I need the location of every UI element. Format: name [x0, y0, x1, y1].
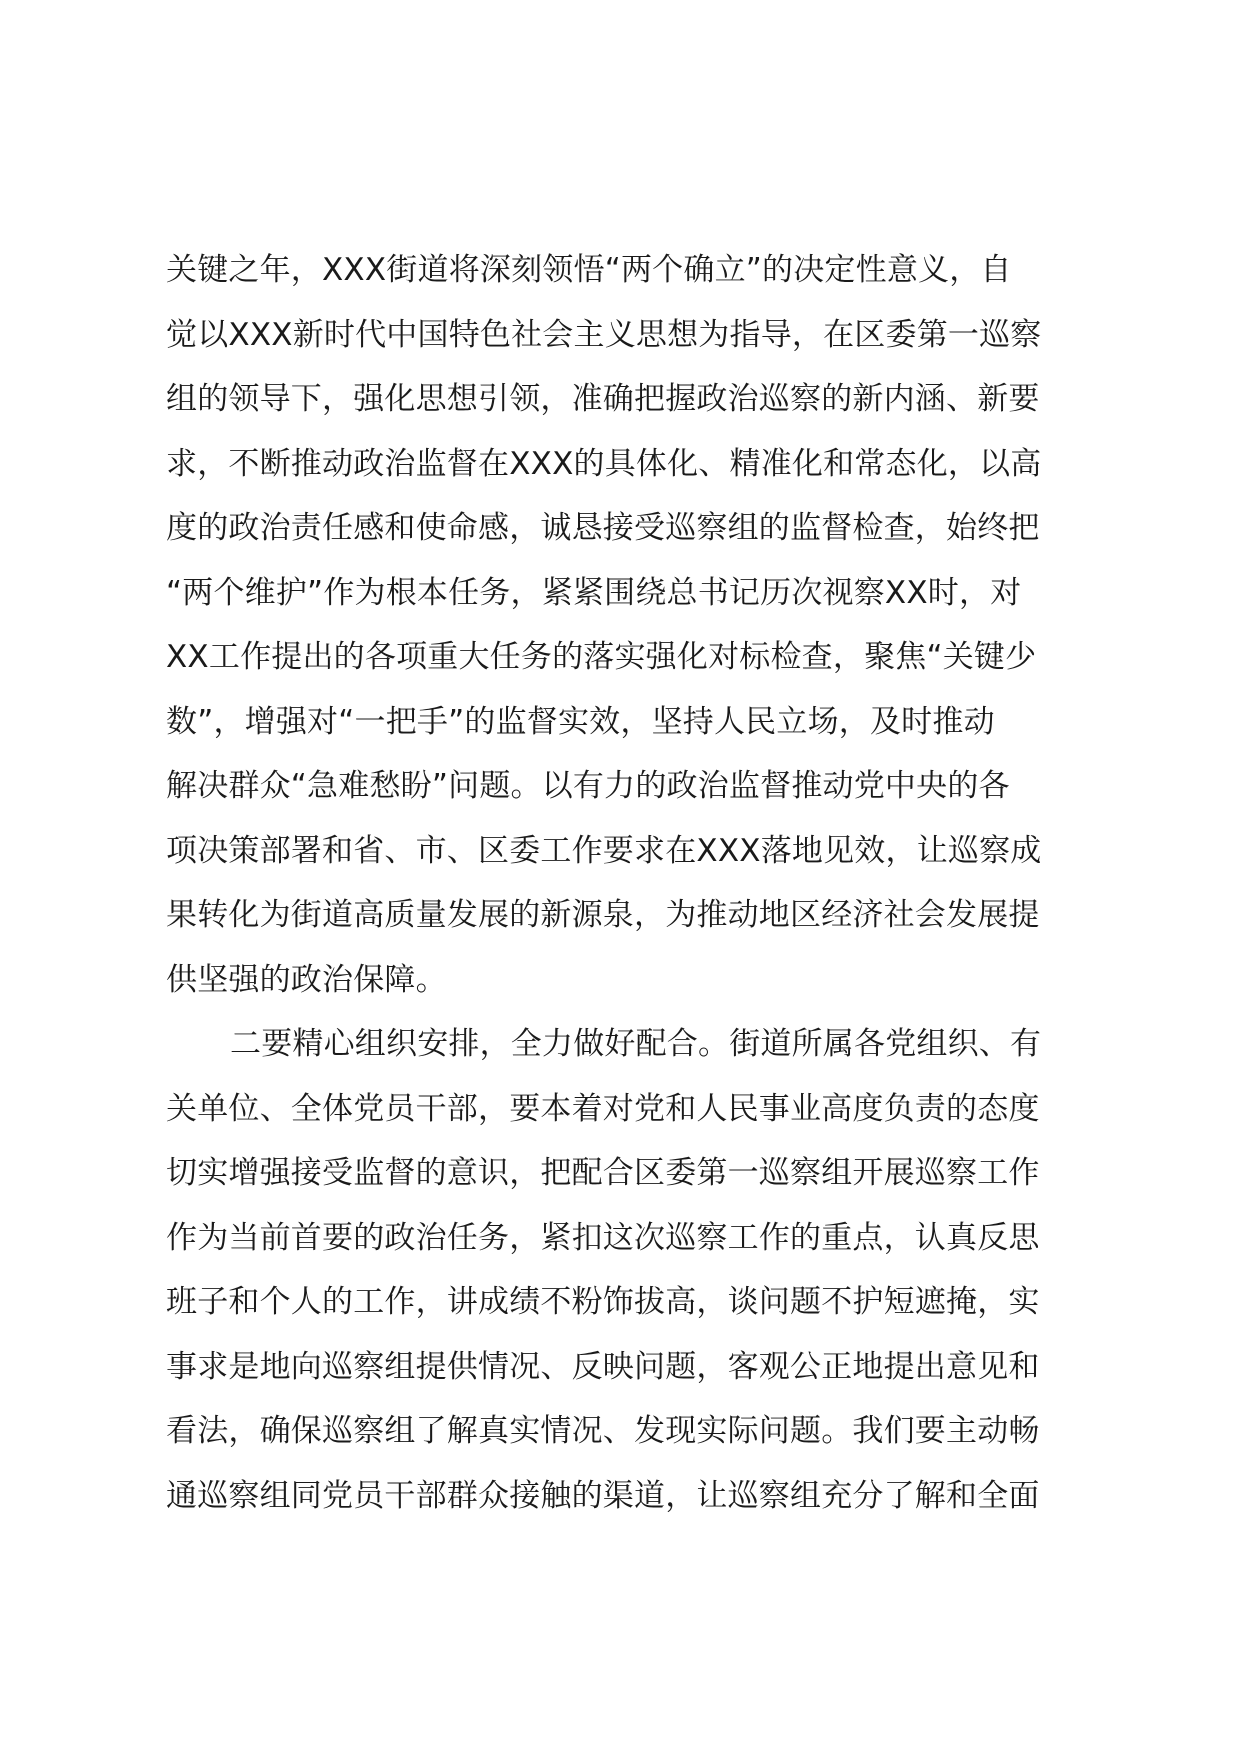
text-line: “两个维护”作为根本任务，紧紧围绕总书记历次视察XX时，对 — [166, 574, 1022, 611]
document-body — [166, 238, 1100, 1528]
text-line: 供坚强的政治保障。 — [166, 961, 447, 998]
text-line: 关键之年，XXX街道将深刻领悟“两个确立”的决定性意义，自 — [166, 252, 1012, 288]
text-line: 事求是地向巡察组提供情况、反映问题，客观公正地提出意见和 — [166, 1348, 1040, 1385]
text-line: 解决群众“急难愁盼”问题。以有力的政治监督推动党中央的各 — [166, 768, 1010, 804]
text-line: 果转化为街道高质量发展的新源泉，为推动地区经济社会发展提 — [166, 897, 1040, 933]
text-line: 觉以XXX新时代中国特色社会主义思想为指导，在区委第一巡察 — [166, 316, 1042, 353]
text-line: 关单位、全体党员干部，要本着对党和人民事业高度负责的态度 — [166, 1090, 1040, 1127]
text-line: 看法，确保巡察组了解真实情况、发现实际问题。我们要主动畅 — [166, 1413, 1040, 1449]
paragraph-continued — [166, 238, 1100, 1012]
text-line: 切实增强接受监督的意识，把配合区委第一巡察组开展巡察工作 — [166, 1155, 1040, 1191]
text-line: 通巡察组同党员干部群众接触的渠道，让巡察组充分了解和全面 — [166, 1477, 1040, 1514]
text-line: 度的政治责任感和使命感，诚恳接受巡察组的监督检查，始终把 — [166, 510, 1040, 546]
paragraph-two — [166, 1012, 1100, 1528]
text-line: 组的领导下，强化思想引领，准确把握政治巡察的新内涵、新要 — [166, 381, 1040, 417]
text-line: 项决策部署和省、市、区委工作要求在XXX落地见效，让巡察成 — [166, 832, 1042, 869]
text-line-indented: 二要精心组织安排，全力做好配合。街道所属各党组织、有 — [230, 1026, 1042, 1062]
text-line: XX工作提出的各项重大任务的落实强化对标检查，聚焦“关键少 — [166, 639, 1037, 675]
text-line: 班子和个人的工作，讲成绩不粉饰拔高，谈问题不护短遮掩，实 — [166, 1284, 1040, 1320]
text-line: 求，不断推动政治监督在XXX的具体化、精准化和常态化，以高 — [166, 445, 1042, 482]
text-line: 作为当前首要的政治任务，紧扣这次巡察工作的重点，认真反思 — [166, 1219, 1040, 1256]
text-line: 数”，增强对“一把手”的监督实效，坚持人民立场，及时推动 — [166, 703, 995, 740]
